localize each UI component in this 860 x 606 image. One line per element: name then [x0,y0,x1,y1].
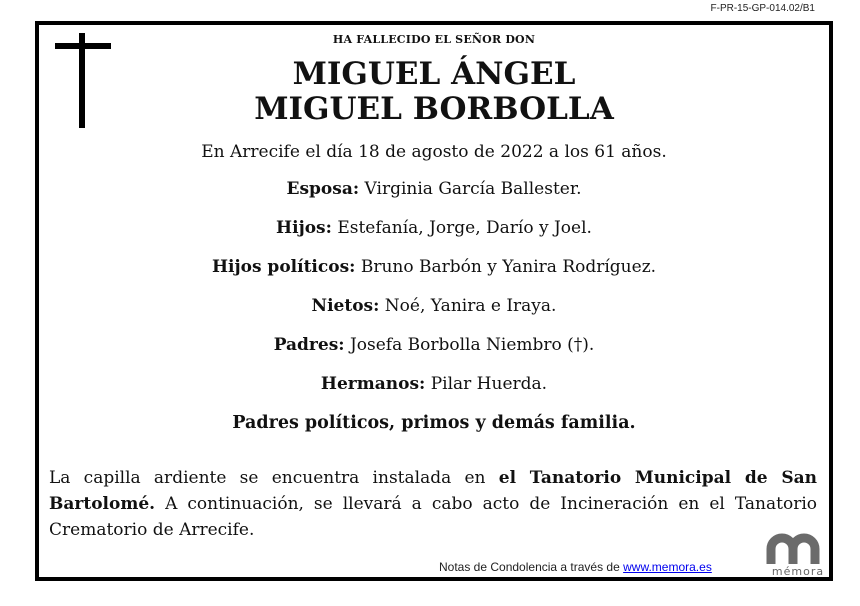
memora-link[interactable]: www.memora.es [623,560,712,574]
announcement-header: HA FALLECIDO EL SEÑOR DON [332,33,536,46]
document-code: F-PR-15-GP-014.02/B1 [710,3,815,14]
condolence-footer: Notas de Condolencia a través de www.memora.es [439,560,712,574]
memora-logo [765,532,831,578]
memora-logo-icon [765,532,831,566]
memora-logo-word: mémora [771,565,825,578]
family-line-spouse: Esposa: Virginia García Ballester. [286,179,582,199]
deceased-name-line2: MIGUEL BORBOLLA [254,91,614,127]
family-line-children: Hijos: Estefanía, Jorge, Darío y Joel. [276,218,592,238]
family-line-children-in-law: Hijos políticos: Bruno Barbón y Yanira Rodríguez. [211,257,657,277]
family-line-siblings: Hermanos: Pilar Huerda. [320,374,548,394]
family-line-parents: Padres: Josefa Borbolla Niembro (†). [273,335,595,355]
intro-line: En Arrecife el día 18 de agosto de 2022 a los 61 años. [201,142,667,162]
deceased-name-line1: MIGUEL ÁNGEL [292,56,576,92]
obituary-frame [35,21,833,581]
extended-family-line: Padres políticos, primos y demás familia. [232,413,636,433]
family-line-grandchildren: Nietos: Noé, Yanira e Iraya. [311,296,557,316]
service-paragraph: La capilla ardiente se encuentra instalada en el Tanatorio Municipal de San Bartolomé. A continuación, se llevará a cabo acto de Incineración en el Tanatorio Crematorio de Arrecife. [49,468,817,540]
